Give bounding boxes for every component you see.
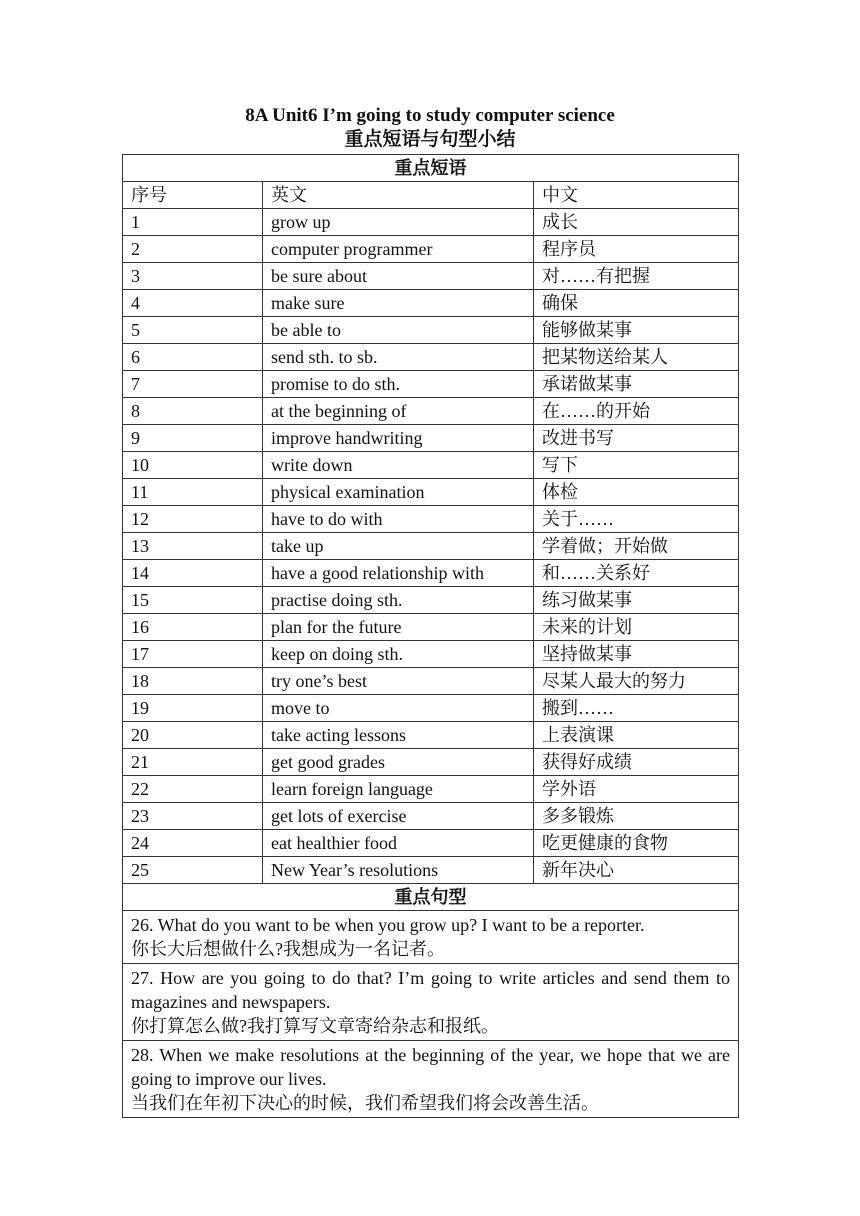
phrase-chinese: 承诺做某事 [534, 371, 739, 398]
phrase-chinese: 确保 [534, 290, 739, 317]
phrase-number: 23 [123, 803, 263, 830]
phrase-english: computer programmer [263, 236, 534, 263]
document-title: 8A Unit6 I’m going to study computer science [245, 105, 615, 126]
phrase-row [123, 425, 739, 452]
phrase-chinese: 写下 [534, 452, 739, 479]
phrase-english: practise doing sth. [263, 587, 534, 614]
column-header-english: 英文 [263, 182, 534, 209]
phrase-number: 6 [123, 344, 263, 371]
summary-table [122, 154, 739, 1118]
phrase-number: 17 [123, 641, 263, 668]
phrase-chinese: 改进书写 [534, 425, 739, 452]
phrase-number: 21 [123, 749, 263, 776]
phrase-english: write down [263, 452, 534, 479]
phrase-english: make sure [263, 290, 534, 317]
phrase-row [123, 614, 739, 641]
phrase-english: learn foreign language [263, 776, 534, 803]
sentence-row [123, 964, 739, 1041]
phrase-number: 8 [123, 398, 263, 425]
phrase-row [123, 830, 739, 857]
phrase-english: send sth. to sb. [263, 344, 534, 371]
phrase-number: 4 [123, 290, 263, 317]
phrase-english: take up [263, 533, 534, 560]
phrase-chinese: 体检 [534, 479, 739, 506]
phrase-section-header-row [123, 155, 739, 182]
phrase-chinese: 吃更健康的食物 [534, 830, 739, 857]
phrase-row [123, 776, 739, 803]
phrase-english: physical examination [263, 479, 534, 506]
phrase-chinese: 对……有把握 [534, 263, 739, 290]
phrase-english: get lots of exercise [263, 803, 534, 830]
sentence-cell [123, 911, 739, 964]
phrase-chinese: 在……的开始 [534, 398, 739, 425]
phrase-chinese: 搬到…… [534, 695, 739, 722]
phrase-number: 11 [123, 479, 263, 506]
phrase-row [123, 371, 739, 398]
phrase-row [123, 452, 739, 479]
phrase-number: 2 [123, 236, 263, 263]
phrase-chinese: 获得好成绩 [534, 749, 739, 776]
phrase-row [123, 668, 739, 695]
phrase-number: 3 [123, 263, 263, 290]
phrase-english: have to do with [263, 506, 534, 533]
phrase-chinese: 尽某人最大的努力 [534, 668, 739, 695]
phrase-row [123, 344, 739, 371]
phrase-row [123, 803, 739, 830]
phrase-row [123, 695, 739, 722]
phrase-number: 19 [123, 695, 263, 722]
phrase-row [123, 290, 739, 317]
sentence-row [123, 1041, 739, 1118]
phrase-english: plan for the future [263, 614, 534, 641]
sentence-chinese: 你长大后想做什么?我想成为一名记者。 [131, 939, 445, 959]
phrase-number: 16 [123, 614, 263, 641]
phrase-number: 22 [123, 776, 263, 803]
sentence-row [123, 911, 739, 964]
sentence-cell [123, 964, 739, 1041]
phrase-chinese: 坚持做某事 [534, 641, 739, 668]
phrase-english: be sure about [263, 263, 534, 290]
sentence-cell [123, 1041, 739, 1118]
phrase-chinese: 学外语 [534, 776, 739, 803]
phrase-row [123, 209, 739, 236]
phrase-chinese: 成长 [534, 209, 739, 236]
phrase-number: 14 [123, 560, 263, 587]
phrase-chinese: 未来的计划 [534, 614, 739, 641]
phrase-number: 12 [123, 506, 263, 533]
phrase-english: improve handwriting [263, 425, 534, 452]
phrase-row [123, 263, 739, 290]
phrase-chinese: 新年决心 [534, 857, 739, 884]
sentence-english: 26. What do you want to be when you grow up? I want to be a reporter. [131, 915, 645, 935]
column-header-number: 序号 [123, 182, 263, 209]
phrase-english: have a good relationship with [263, 560, 534, 587]
phrase-english: try one’s best [263, 668, 534, 695]
phrase-number: 15 [123, 587, 263, 614]
phrase-row [123, 506, 739, 533]
phrase-number: 20 [123, 722, 263, 749]
phrase-row [123, 317, 739, 344]
phrase-chinese: 关于…… [534, 506, 739, 533]
phrase-section-header: 重点短语 [123, 155, 739, 182]
phrase-number: 10 [123, 452, 263, 479]
phrase-row [123, 749, 739, 776]
phrase-chinese: 和……关系好 [534, 560, 739, 587]
phrase-english: keep on doing sth. [263, 641, 534, 668]
sentence-chinese: 你打算怎么做?我打算写文章寄给杂志和报纸。 [131, 1016, 499, 1036]
phrase-number: 13 [123, 533, 263, 560]
phrase-number: 24 [123, 830, 263, 857]
phrase-row [123, 479, 739, 506]
phrase-row [123, 722, 739, 749]
sentence-english: 27. How are you going to do that? I’m going to write articles and send them to magazines and newspapers. [131, 968, 731, 1012]
phrase-chinese: 上表演课 [534, 722, 739, 749]
phrase-english: promise to do sth. [263, 371, 534, 398]
phrase-row [123, 236, 739, 263]
phrase-english: take acting lessons [263, 722, 534, 749]
phrase-english: grow up [263, 209, 534, 236]
phrase-number: 18 [123, 668, 263, 695]
phrase-english: be able to [263, 317, 534, 344]
phrase-chinese: 学着做；开始做 [534, 533, 739, 560]
document-subtitle: 重点短语与句型小结 [344, 129, 516, 150]
column-header-chinese: 中文 [534, 182, 739, 209]
phrase-chinese: 练习做某事 [534, 587, 739, 614]
phrase-chinese: 程序员 [534, 236, 739, 263]
phrase-number: 5 [123, 317, 263, 344]
phrase-row [123, 857, 739, 884]
sentence-section-header-row [123, 884, 739, 911]
sentence-chinese: 当我们在年初下决心的时候，我们希望我们将会改善生活。 [131, 1093, 599, 1113]
phrase-row [123, 398, 739, 425]
sentence-section-header: 重点句型 [123, 884, 739, 911]
phrase-row [123, 560, 739, 587]
phrase-english: eat healthier food [263, 830, 534, 857]
phrase-english: New Year’s resolutions [263, 857, 534, 884]
phrase-chinese: 多多锻炼 [534, 803, 739, 830]
phrase-chinese: 把某物送给某人 [534, 344, 739, 371]
phrase-number: 1 [123, 209, 263, 236]
phrase-english: get good grades [263, 749, 534, 776]
phrase-row [123, 587, 739, 614]
phrase-row [123, 641, 739, 668]
phrase-english: move to [263, 695, 534, 722]
sentence-english: 28. When we make resolutions at the beginning of the year, we hope that we are going to improve our lives. [131, 1045, 731, 1089]
column-header-row [123, 182, 739, 209]
phrase-english: at the beginning of [263, 398, 534, 425]
phrase-number: 9 [123, 425, 263, 452]
phrase-row [123, 533, 739, 560]
phrase-number: 7 [123, 371, 263, 398]
phrase-number: 25 [123, 857, 263, 884]
phrase-chinese: 能够做某事 [534, 317, 739, 344]
